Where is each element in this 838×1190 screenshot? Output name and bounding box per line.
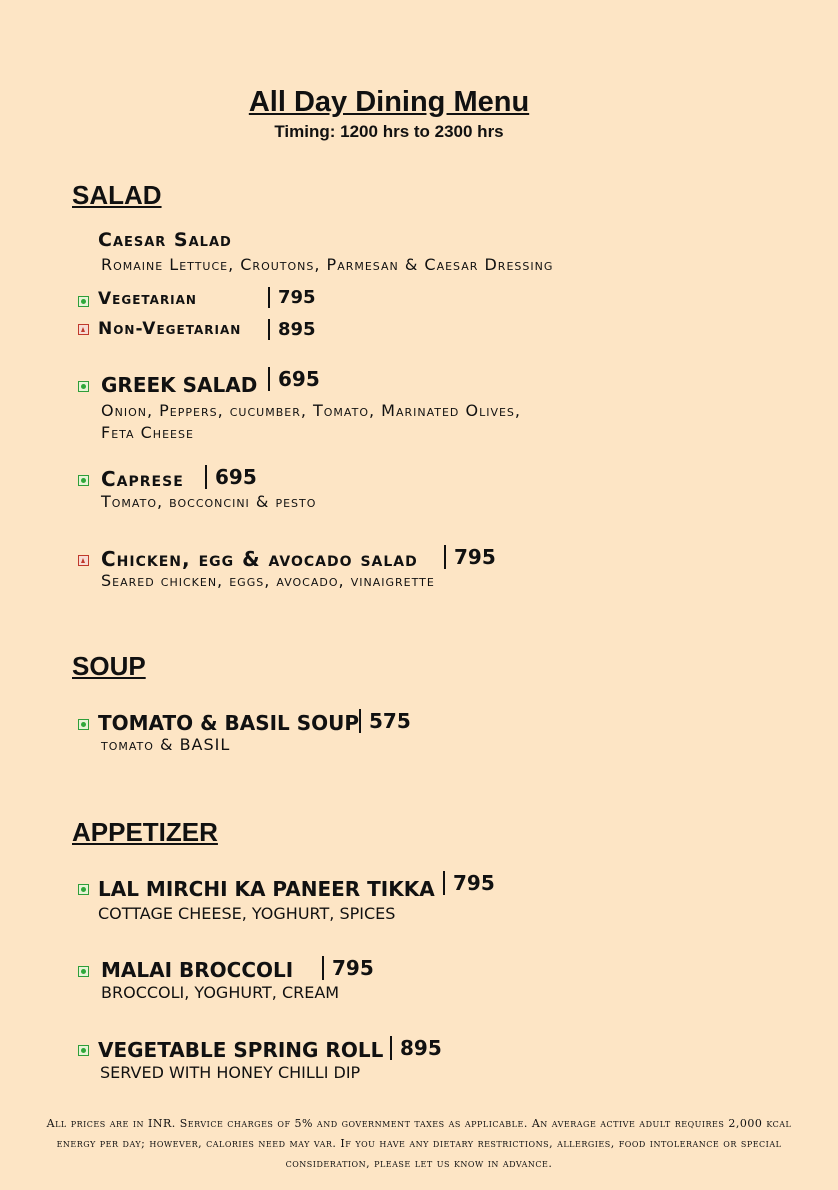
spring-roll-description: SERVED WITH HONEY CHILLI DIP [100, 1063, 361, 1082]
paneer-tikka-name: LAL MIRCHI KA PANEER TIKKA [98, 877, 435, 901]
menu-title: All Day Dining Menu [248, 86, 530, 118]
greek-salad-description-line2: Feta Cheese [101, 423, 194, 442]
paneer-tikka-description: COTTAGE CHEESE, YOGHURT, SPICES [98, 904, 396, 923]
spring-roll-price: 895 [390, 1036, 442, 1060]
caprese-description: Tomato, bocconcini & pesto [101, 492, 317, 511]
veg-indicator-icon [78, 296, 89, 307]
tomato-basil-soup-description: tomato & BASIL [101, 735, 231, 754]
nonveg-indicator-icon [78, 324, 89, 335]
veg-indicator-icon [78, 966, 89, 977]
caesar-nonveg-price: 895 [268, 319, 316, 340]
section-heading-salad: SALAD [72, 180, 162, 210]
caprese-name: Caprese [101, 467, 184, 491]
greek-salad-price: 695 [268, 367, 320, 391]
section-heading-soup: SOUP [72, 651, 146, 681]
greek-salad-description-line1: Onion, Peppers, cucumber, Tomato, Marinated Olives, [101, 401, 521, 420]
caesar-salad-description: Romaine Lettuce, Croutons, Parmesan & Caesar Dressing [101, 255, 554, 274]
footer-note: All prices are in INR. Service charges of 5% and government taxes as applicable. An average active adult requires 2,000 kcal energy per day; however, calories need may var. If you have any dietary restrictions, allergies, food intolerance or special consideration, please let us know in advance. [46, 1117, 792, 1170]
veg-indicator-icon [78, 719, 89, 730]
chicken-salad-description: Seared chicken, eggs, avocado, vinaigrette [101, 571, 435, 590]
veg-indicator-icon [78, 475, 89, 486]
malai-broccoli-description: BROCCOLI, YOGHURT, CREAM [101, 983, 340, 1002]
paneer-tikka-price: 795 [443, 871, 495, 895]
menu-timing: Timing: 1200 hrs to 2300 hrs [274, 122, 504, 141]
section-heading-appetizer: APPETIZER [72, 817, 218, 847]
nonveg-indicator-icon [78, 555, 89, 566]
caesar-salad-name: Caesar Salad [98, 229, 232, 251]
malai-broccoli-name: MALAI BROCCOLI [101, 958, 294, 982]
caesar-nonveg-label: Non-Vegetarian [98, 319, 242, 339]
greek-salad-name: GREEK SALAD [101, 373, 258, 397]
spring-roll-name: VEGETABLE SPRING ROLL [98, 1038, 384, 1062]
tomato-basil-soup-name: TOMATO & BASIL SOUP [98, 711, 360, 735]
caesar-veg-price: 795 [268, 287, 316, 308]
veg-indicator-icon [78, 1045, 89, 1056]
caesar-veg-label: Vegetarian [98, 289, 197, 309]
malai-broccoli-price: 795 [322, 956, 374, 980]
chicken-salad-name: Chicken, egg & avocado salad [101, 547, 418, 571]
caprese-price: 695 [205, 465, 257, 489]
chicken-salad-price: 795 [444, 545, 496, 569]
tomato-basil-soup-price: 575 [359, 709, 411, 733]
veg-indicator-icon [78, 381, 89, 392]
veg-indicator-icon [78, 884, 89, 895]
